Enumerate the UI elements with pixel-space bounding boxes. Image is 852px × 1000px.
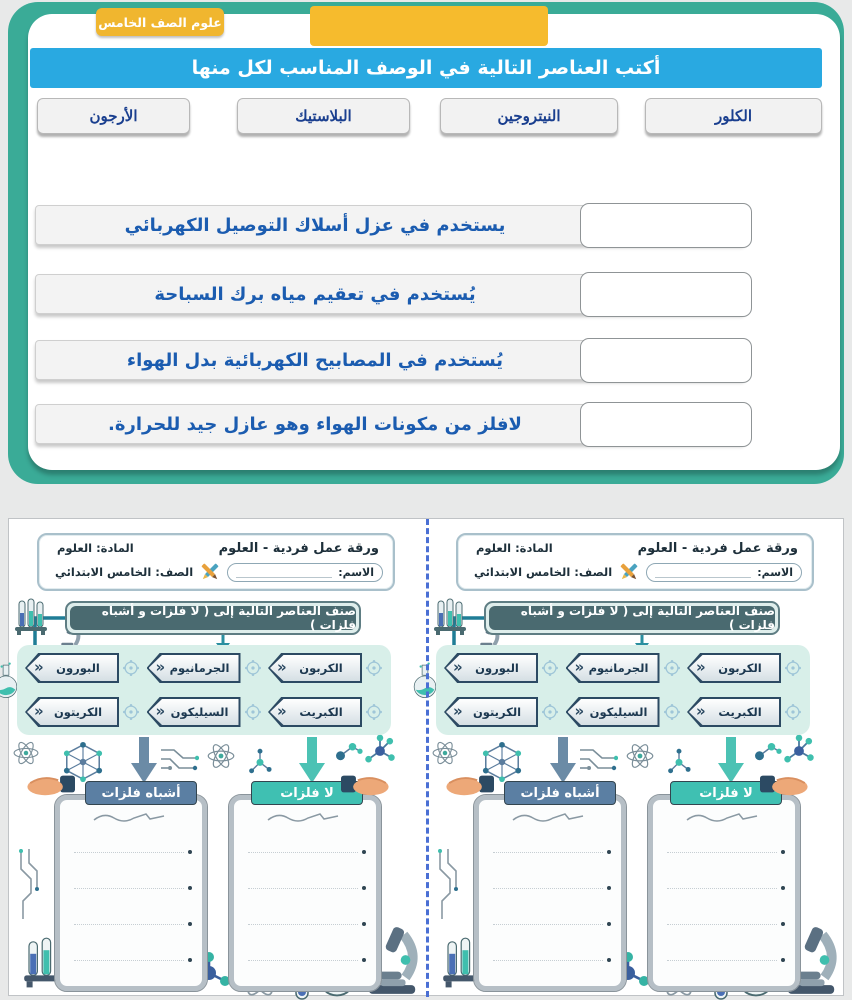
name-field xyxy=(227,563,383,582)
chevrons-icon: « xyxy=(34,702,44,720)
element-tag xyxy=(268,697,383,727)
pencils-icon xyxy=(199,561,221,583)
molecule-icon xyxy=(784,703,802,721)
question-text: يُستخدم في تعقيم مياه برك السباحة xyxy=(154,283,476,305)
hand-icon xyxy=(19,769,75,799)
element-label: الكربون xyxy=(718,661,762,675)
elements-box xyxy=(436,645,810,735)
circuit-icon xyxy=(578,745,618,775)
element-tag xyxy=(566,653,681,683)
hand-icon xyxy=(341,769,397,799)
worksheet-panel-left xyxy=(9,519,427,997)
metalloids-board xyxy=(55,795,207,991)
test-tube-rack-icon xyxy=(13,595,49,635)
worksheet-subject: المادة: العلوم xyxy=(57,541,134,555)
chevrons-icon: « xyxy=(453,658,463,676)
question-row xyxy=(35,272,752,318)
grade-label: الصف: الخامس الابتدائي xyxy=(473,565,613,579)
word-bank-nitrogen-button[interactable]: النيتروجين xyxy=(440,98,618,134)
name-field xyxy=(646,563,802,582)
circuit-icon xyxy=(15,849,41,919)
worksheet-preview xyxy=(8,518,844,996)
element-tag xyxy=(147,697,262,727)
molecule-icon xyxy=(244,659,262,677)
element-tag xyxy=(687,653,802,683)
question-row xyxy=(35,338,752,384)
squiggle-decoration xyxy=(264,810,344,824)
arrow-down-icon xyxy=(550,737,576,785)
nonmetals-board xyxy=(648,795,800,991)
instruction-banner xyxy=(484,601,780,635)
worksheet-title: ورقة عمل فردية - العلوم xyxy=(218,541,379,556)
element-label: الجرمانيوم xyxy=(169,661,230,675)
chevrons-icon: « xyxy=(277,658,287,676)
element-label: السيليكون xyxy=(170,705,229,719)
chevrons-icon: « xyxy=(574,702,585,720)
worksheet-header xyxy=(37,533,395,591)
element-label: الكربون xyxy=(299,661,343,675)
arrow-down-icon xyxy=(718,737,744,785)
circuit-icon xyxy=(159,745,199,775)
element-label: الكريتون xyxy=(472,705,522,719)
grade-badge: علوم الصف الخامس xyxy=(96,8,224,36)
element-label: السيليكون xyxy=(589,705,648,719)
molecule-icon xyxy=(541,703,559,721)
worksheet-panel-right xyxy=(428,519,846,997)
element-label: البورون xyxy=(56,661,100,675)
element-label: الكبريت xyxy=(718,705,762,719)
pencils-icon xyxy=(618,561,640,583)
element-tag xyxy=(444,697,559,727)
elements-box xyxy=(17,645,391,735)
atom-icon xyxy=(205,741,237,771)
hand-icon xyxy=(438,769,494,799)
circuit-icon xyxy=(434,849,460,919)
name-label: الاسم: xyxy=(338,565,374,579)
word-bank-plastic-button[interactable]: البلاستيك xyxy=(237,98,410,134)
element-tag xyxy=(444,653,559,683)
element-tag xyxy=(268,653,383,683)
chevrons-icon: « xyxy=(696,702,706,720)
molecule-icon xyxy=(361,733,399,769)
yellow-banner xyxy=(310,6,548,46)
element-tag xyxy=(566,697,681,727)
element-label: الجرمانيوم xyxy=(588,661,649,675)
name-blank-line xyxy=(236,567,332,578)
metalloids-board xyxy=(474,795,626,991)
name-label: الاسم: xyxy=(757,565,793,579)
chevrons-icon: « xyxy=(696,658,706,676)
arrow-down-icon xyxy=(299,737,325,785)
nonmetals-label: لا فلزات xyxy=(670,781,782,805)
page-divider xyxy=(426,519,429,997)
instruction-banner xyxy=(65,601,361,635)
atom-icon xyxy=(11,739,41,767)
hand-icon xyxy=(760,769,816,799)
element-label: الكريتون xyxy=(53,705,103,719)
question-row xyxy=(35,203,752,249)
instruction-text: صنف العناصر التالية إلى ( لا فلزات و أشباه فلزات ) xyxy=(489,606,775,630)
molecule-icon xyxy=(663,659,681,677)
worksheet-header xyxy=(456,533,814,591)
molecule-icon xyxy=(663,703,681,721)
word-bank-chlorine-button[interactable]: الكلور xyxy=(645,98,822,134)
squiggle-decoration xyxy=(683,810,763,824)
chevrons-icon: « xyxy=(574,658,585,676)
question-text: لافلز من مكونات الهواء وهو عازل جيد للحرارة. xyxy=(108,413,522,435)
nonmetals-board xyxy=(229,795,381,991)
molecule-icon xyxy=(365,703,383,721)
atom-icon xyxy=(624,741,656,771)
grade-label: الصف: الخامس الابتدائي xyxy=(54,565,194,579)
element-tag xyxy=(25,653,140,683)
metalloids-label: أشباه فلزات xyxy=(504,781,616,805)
element-tag xyxy=(147,653,262,683)
answer-input[interactable] xyxy=(580,402,752,447)
worksheet-subject: المادة: العلوم xyxy=(476,541,553,555)
molecule-icon xyxy=(333,739,363,765)
test-tube-rack-icon xyxy=(432,595,468,635)
answer-input[interactable] xyxy=(580,272,752,317)
molecule-icon xyxy=(664,747,694,775)
element-label: الكبريت xyxy=(299,705,343,719)
chevrons-icon: « xyxy=(155,702,166,720)
molecule-icon xyxy=(244,703,262,721)
molecule-icon xyxy=(752,739,782,765)
molecule-icon xyxy=(784,659,802,677)
element-tag xyxy=(25,697,140,727)
question-text: يستخدم في عزل أسلاك التوصيل الكهربائي xyxy=(124,214,506,236)
element-tag xyxy=(687,697,802,727)
name-blank-line xyxy=(655,567,751,578)
molecule-icon xyxy=(365,659,383,677)
squiggle-decoration xyxy=(509,810,589,824)
answer-input[interactable] xyxy=(580,338,752,383)
element-label: البورون xyxy=(475,661,519,675)
molecule-icon xyxy=(122,703,140,721)
molecule-icon xyxy=(122,659,140,677)
chevrons-icon: « xyxy=(34,658,44,676)
squiggle-decoration xyxy=(90,810,170,824)
word-bank-argon-button[interactable]: الأرجون xyxy=(37,98,190,134)
nonmetals-label: لا فلزات xyxy=(251,781,363,805)
question-row xyxy=(35,402,752,448)
atom-icon xyxy=(430,739,460,767)
quiz-title: أكتب العناصر التالية في الوصف المناسب لكل منها xyxy=(30,48,822,88)
chevrons-icon: « xyxy=(453,702,463,720)
question-text: يُستخدم في المصابيح الكهربائية بدل الهواء xyxy=(126,349,504,371)
answer-input[interactable] xyxy=(580,203,752,248)
arrow-down-icon xyxy=(131,737,157,785)
molecule-icon xyxy=(245,747,275,775)
molecule-icon xyxy=(780,733,818,769)
instruction-text: صنف العناصر التالية إلى ( لا فلزات و أشباه فلزات ) xyxy=(70,606,356,630)
worksheet-title: ورقة عمل فردية - العلوم xyxy=(637,541,798,556)
chevrons-icon: « xyxy=(277,702,287,720)
molecule-icon xyxy=(541,659,559,677)
chevrons-icon: « xyxy=(155,658,166,676)
metalloids-label: أشباه فلزات xyxy=(85,781,197,805)
round-flask-icon xyxy=(412,659,438,703)
